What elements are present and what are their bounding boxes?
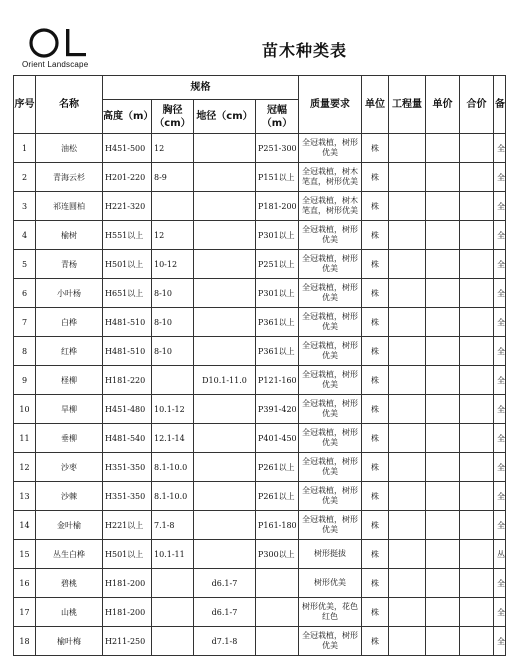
cell-name: 柽柳 (36, 366, 103, 395)
cell-extra: 全 (494, 308, 506, 337)
cell-unit: 株 (362, 221, 389, 250)
cell-unit: 株 (362, 482, 389, 511)
table-body (14, 134, 506, 656)
cell-quantity (389, 482, 426, 511)
cell-diameter: 12 (152, 221, 194, 250)
cell-diameter (152, 192, 194, 221)
cell-name: 碧桃 (36, 569, 103, 598)
table-row (14, 540, 506, 569)
cell-quality: 全冠栽植，树木笔直，树形优美 (299, 163, 362, 192)
cell-price (426, 192, 460, 221)
cell-quantity (389, 598, 426, 627)
cell-price (426, 395, 460, 424)
cell-diameter: 10.1-12 (152, 395, 194, 424)
cell-ground-diameter: d7.1-8 (194, 627, 256, 656)
table-row (14, 163, 506, 192)
cell-extra: 全 (494, 598, 506, 627)
cell-price (426, 163, 460, 192)
cell-quality: 全冠栽植，树形优美 (299, 395, 362, 424)
cell-unit: 株 (362, 395, 389, 424)
cell-extra: 全 (494, 511, 506, 540)
cell-seq: 13 (14, 482, 36, 511)
cell-name: 垂柳 (36, 424, 103, 453)
cell-height: H551以上 (103, 221, 152, 250)
cell-unit: 株 (362, 192, 389, 221)
table-row (14, 134, 506, 163)
cell-price (426, 540, 460, 569)
cell-quantity (389, 308, 426, 337)
cell-quantity (389, 511, 426, 540)
cell-crown: P251-300 (256, 134, 299, 163)
cell-name: 小叶杨 (36, 279, 103, 308)
orient-landscape-logo-icon (28, 27, 92, 59)
nursery-stock-table (13, 75, 506, 656)
cell-unit: 株 (362, 598, 389, 627)
cell-quantity (389, 424, 426, 453)
cell-height: H481-510 (103, 337, 152, 366)
cell-diameter (152, 598, 194, 627)
cell-name: 丛生白桦 (36, 540, 103, 569)
cell-ground-diameter (194, 337, 256, 366)
cell-quantity (389, 134, 426, 163)
cell-extra: 全 (494, 250, 506, 279)
table-row (14, 511, 506, 540)
cell-price (426, 627, 460, 656)
cell-seq: 12 (14, 453, 36, 482)
cell-ground-diameter (194, 250, 256, 279)
header-spec: 规格 (103, 76, 299, 100)
cell-extra: 全 (494, 134, 506, 163)
cell-extra: 全 (494, 424, 506, 453)
cell-total (460, 395, 494, 424)
cell-unit: 株 (362, 540, 389, 569)
cell-unit: 株 (362, 134, 389, 163)
cell-height: H181-200 (103, 598, 152, 627)
cell-quantity (389, 163, 426, 192)
cell-diameter: 8-10 (152, 279, 194, 308)
cell-height: H351-350 (103, 482, 152, 511)
page-title: 苗木种类表 (262, 41, 348, 60)
cell-crown (256, 569, 299, 598)
cell-height: H451-500 (103, 134, 152, 163)
cell-price (426, 424, 460, 453)
cell-unit: 株 (362, 366, 389, 395)
cell-diameter: 8.1-10.0 (152, 453, 194, 482)
cell-height: H451-480 (103, 395, 152, 424)
cell-seq: 14 (14, 511, 36, 540)
header-name: 名称 (36, 76, 103, 134)
cell-total (460, 482, 494, 511)
header-total: 合价 (460, 76, 494, 134)
cell-price (426, 221, 460, 250)
cell-ground-diameter (194, 279, 256, 308)
cell-quality: 树形优美 (299, 569, 362, 598)
cell-unit: 株 (362, 250, 389, 279)
cell-total (460, 221, 494, 250)
cell-height: H211-250 (103, 627, 152, 656)
cell-height: H221-320 (103, 192, 152, 221)
table-row (14, 395, 506, 424)
cell-quantity (389, 221, 426, 250)
cell-extra: 全 (494, 627, 506, 656)
cell-diameter (152, 627, 194, 656)
cell-unit: 株 (362, 511, 389, 540)
header-height: 高度（m） (103, 100, 152, 134)
cell-extra: 全 (494, 163, 506, 192)
cell-quality: 全冠栽植，树形优美 (299, 366, 362, 395)
cell-crown: P181-200 (256, 192, 299, 221)
cell-name: 榆树 (36, 221, 103, 250)
cell-height: H481-510 (103, 308, 152, 337)
cell-seq: 8 (14, 337, 36, 366)
header-seq: 序号 (14, 76, 36, 134)
cell-diameter: 10-12 (152, 250, 194, 279)
cell-name: 沙枣 (36, 453, 103, 482)
cell-diameter (152, 569, 194, 598)
cell-crown: P401-450 (256, 424, 299, 453)
cell-quantity (389, 627, 426, 656)
cell-price (426, 337, 460, 366)
cell-extra: 全 (494, 482, 506, 511)
cell-seq: 18 (14, 627, 36, 656)
cell-ground-diameter (194, 482, 256, 511)
cell-crown (256, 627, 299, 656)
cell-total (460, 424, 494, 453)
cell-ground-diameter (194, 424, 256, 453)
cell-diameter: 12 (152, 134, 194, 163)
table-row (14, 279, 506, 308)
cell-crown (256, 598, 299, 627)
cell-height: H221以上 (103, 511, 152, 540)
cell-seq: 2 (14, 163, 36, 192)
header-ground-diameter: 地径（cm） (194, 100, 256, 134)
cell-extra: 全 (494, 337, 506, 366)
cell-total (460, 337, 494, 366)
cell-ground-diameter (194, 395, 256, 424)
cell-seq: 5 (14, 250, 36, 279)
cell-crown: P300以上 (256, 540, 299, 569)
header-crown: 冠幅（m） (256, 100, 299, 134)
cell-quantity (389, 279, 426, 308)
cell-quantity (389, 366, 426, 395)
cell-quality: 全冠栽植，树形优美 (299, 337, 362, 366)
cell-quality: 树形挺拔 (299, 540, 362, 569)
cell-quality: 全冠栽植，树形优美 (299, 627, 362, 656)
cell-crown: P161-180 (256, 511, 299, 540)
cell-name: 青海云杉 (36, 163, 103, 192)
cell-quality: 全冠栽植，树形优美 (299, 482, 362, 511)
cell-total (460, 366, 494, 395)
cell-seq: 11 (14, 424, 36, 453)
cell-ground-diameter (194, 192, 256, 221)
cell-extra: 全 (494, 569, 506, 598)
cell-name: 油松 (36, 134, 103, 163)
cell-seq: 15 (14, 540, 36, 569)
cell-crown: P391-420 (256, 395, 299, 424)
cell-quantity (389, 337, 426, 366)
cell-price (426, 569, 460, 598)
cell-quality: 全冠栽植，树形优美 (299, 453, 362, 482)
table-row (14, 308, 506, 337)
cell-unit: 株 (362, 279, 389, 308)
cell-extra: 全 (494, 279, 506, 308)
cell-quantity (389, 453, 426, 482)
cell-diameter: 8-10 (152, 308, 194, 337)
cell-total (460, 453, 494, 482)
cell-total (460, 279, 494, 308)
cell-extra: 全 (494, 366, 506, 395)
cell-total (460, 308, 494, 337)
header-quantity: 工程量 (389, 76, 426, 134)
cell-ground-diameter (194, 540, 256, 569)
cell-total (460, 163, 494, 192)
cell-diameter: 8.1-10.0 (152, 482, 194, 511)
cell-height: H501以上 (103, 540, 152, 569)
cell-crown: P261以上 (256, 453, 299, 482)
cell-crown: P121-160 (256, 366, 299, 395)
cell-extra: 全 (494, 453, 506, 482)
cell-total (460, 192, 494, 221)
cell-diameter: 8-9 (152, 163, 194, 192)
header-unit: 单位 (362, 76, 389, 134)
cell-name: 青杨 (36, 250, 103, 279)
cell-seq: 16 (14, 569, 36, 598)
cell-crown: P301以上 (256, 221, 299, 250)
cell-diameter (152, 366, 194, 395)
cell-ground-diameter (194, 453, 256, 482)
cell-price (426, 134, 460, 163)
table-row (14, 627, 506, 656)
table-row (14, 424, 506, 453)
header-quality: 质量要求 (299, 76, 362, 134)
cell-quantity (389, 540, 426, 569)
cell-unit: 株 (362, 337, 389, 366)
table-row (14, 482, 506, 511)
cell-name: 白桦 (36, 308, 103, 337)
cell-quality: 全冠栽植，树形优美 (299, 424, 362, 453)
cell-height: H501以上 (103, 250, 152, 279)
cell-diameter: 7.1-8 (152, 511, 194, 540)
cell-unit: 株 (362, 163, 389, 192)
cell-seq: 10 (14, 395, 36, 424)
table-row (14, 192, 506, 221)
cell-extra: 全 (494, 395, 506, 424)
cell-total (460, 569, 494, 598)
cell-name: 山桃 (36, 598, 103, 627)
cell-quality: 全冠栽植，树形优美 (299, 250, 362, 279)
header-diameter: 胸径（cm） (152, 100, 194, 134)
cell-extra: 全 (494, 192, 506, 221)
cell-seq: 17 (14, 598, 36, 627)
cell-height: H201-220 (103, 163, 152, 192)
cell-total (460, 627, 494, 656)
cell-diameter: 8-10 (152, 337, 194, 366)
table-row (14, 569, 506, 598)
cell-price (426, 279, 460, 308)
cell-price (426, 366, 460, 395)
cell-name: 祁连圆柏 (36, 192, 103, 221)
cell-diameter: 12.1-14 (152, 424, 194, 453)
cell-quality: 全冠栽植，树形优美 (299, 279, 362, 308)
cell-unit: 株 (362, 453, 389, 482)
cell-seq: 1 (14, 134, 36, 163)
cell-seq: 3 (14, 192, 36, 221)
header-extra: 备 (494, 76, 506, 134)
header-price: 单价 (426, 76, 460, 134)
cell-crown: P361以上 (256, 337, 299, 366)
cell-name: 沙棘 (36, 482, 103, 511)
cell-price (426, 598, 460, 627)
cell-ground-diameter (194, 221, 256, 250)
logo-text: Orient Landscape (22, 60, 89, 69)
cell-price (426, 250, 460, 279)
cell-seq: 7 (14, 308, 36, 337)
cell-crown: P151以上 (256, 163, 299, 192)
cell-total (460, 250, 494, 279)
cell-unit: 株 (362, 424, 389, 453)
cell-height: H351-350 (103, 453, 152, 482)
cell-total (460, 134, 494, 163)
cell-crown: P261以上 (256, 482, 299, 511)
cell-total (460, 540, 494, 569)
cell-extra: 丛 (494, 540, 506, 569)
cell-unit: 株 (362, 308, 389, 337)
cell-ground-diameter (194, 163, 256, 192)
company-logo (22, 27, 102, 75)
cell-ground-diameter: D10.1-11.0 (194, 366, 256, 395)
cell-crown: P301以上 (256, 279, 299, 308)
cell-seq: 6 (14, 279, 36, 308)
table-row (14, 453, 506, 482)
cell-quality: 全冠栽植，树木笔直，树形优美 (299, 192, 362, 221)
cell-quality: 全冠栽植，树形优美 (299, 511, 362, 540)
cell-seq: 9 (14, 366, 36, 395)
cell-ground-diameter (194, 134, 256, 163)
cell-price (426, 308, 460, 337)
cell-quantity (389, 192, 426, 221)
cell-quantity (389, 569, 426, 598)
cell-ground-diameter: d6.1-7 (194, 569, 256, 598)
cell-price (426, 511, 460, 540)
cell-total (460, 598, 494, 627)
cell-height: H651以上 (103, 279, 152, 308)
cell-quality: 全冠栽植，树形优美 (299, 134, 362, 163)
cell-name: 红桦 (36, 337, 103, 366)
table-row (14, 250, 506, 279)
table-row (14, 366, 506, 395)
cell-crown: P251以上 (256, 250, 299, 279)
cell-diameter: 10.1-11 (152, 540, 194, 569)
cell-price (426, 482, 460, 511)
cell-quantity (389, 250, 426, 279)
table-row (14, 598, 506, 627)
cell-price (426, 453, 460, 482)
cell-extra: 全 (494, 221, 506, 250)
cell-quality: 树形优美，花色红色 (299, 598, 362, 627)
cell-ground-diameter (194, 308, 256, 337)
cell-quantity (389, 395, 426, 424)
cell-name: 榆叶梅 (36, 627, 103, 656)
cell-height: H181-220 (103, 366, 152, 395)
table-row (14, 221, 506, 250)
cell-name: 金叶榆 (36, 511, 103, 540)
cell-height: H481-540 (103, 424, 152, 453)
cell-quality: 全冠栽植，树形优美 (299, 221, 362, 250)
cell-height: H181-200 (103, 569, 152, 598)
cell-crown: P361以上 (256, 308, 299, 337)
cell-seq: 4 (14, 221, 36, 250)
cell-quality: 全冠栽植，树形优美 (299, 308, 362, 337)
cell-ground-diameter (194, 511, 256, 540)
cell-name: 旱柳 (36, 395, 103, 424)
cell-ground-diameter: d6.1-7 (194, 598, 256, 627)
cell-unit: 株 (362, 627, 389, 656)
cell-total (460, 511, 494, 540)
table-row (14, 337, 506, 366)
cell-unit: 株 (362, 569, 389, 598)
